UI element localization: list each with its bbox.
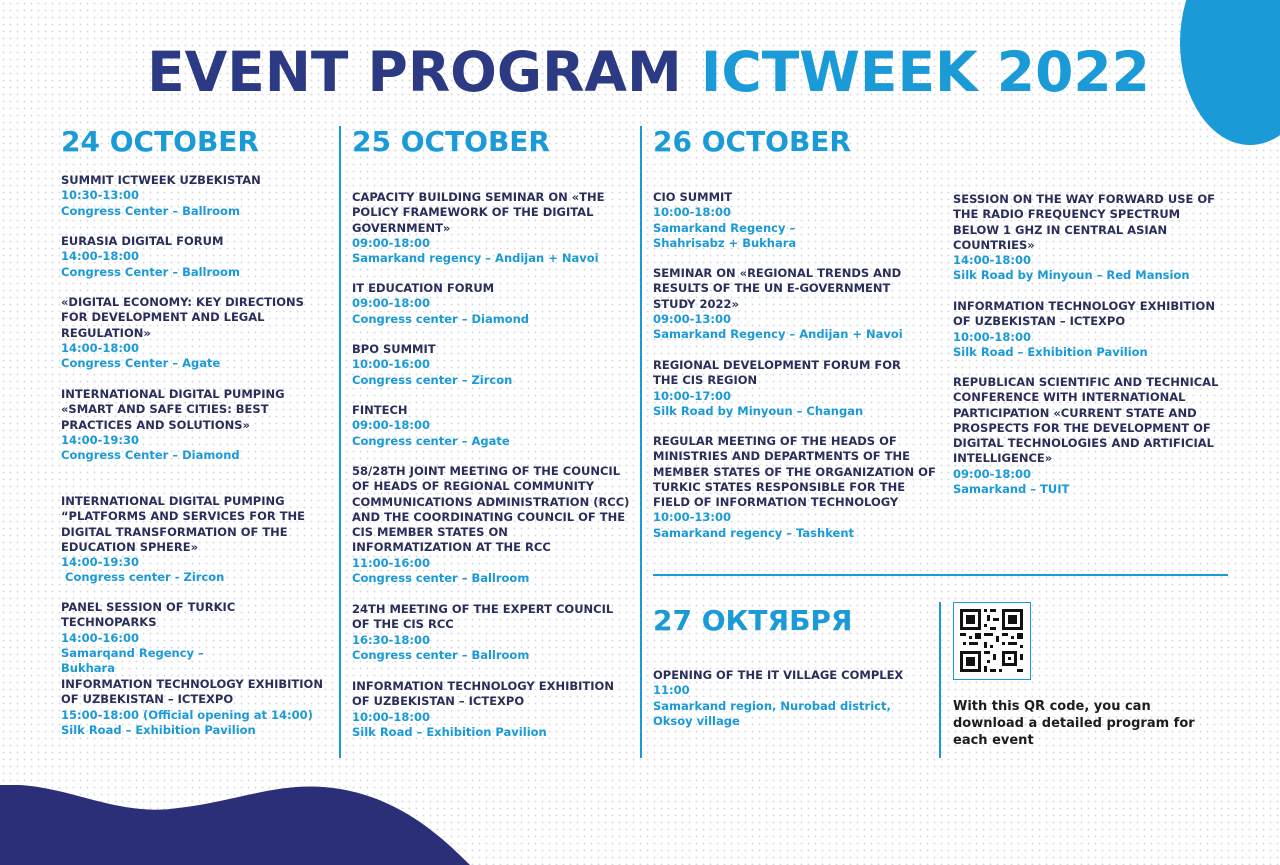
event-title: EURASIA DIGITAL FORUM [61,234,224,248]
event-time: 14:00-19:30 [61,432,139,447]
event-time: 16:30-18:00 [352,632,430,647]
event-title: INTERNATIONAL DIGITAL PUMPING “PLATFORMS AND SERVICES FOR THE DIGITAL TRANSFORMATION OF THE EDUCATION SPHERE» [61,494,306,554]
event-title: REGIONAL DEVELOPMENT FORUM FOR THE CIS REGION [653,358,901,388]
event-item [61,295,319,371]
event-item [61,234,331,280]
event-item [61,677,336,738]
event-place: Congress Center – Ballroom [61,203,240,218]
event-place: Congress center – Agate [352,433,510,448]
event-time: 10:00-18:00 [953,329,1031,344]
event-time: 11:00 [653,683,690,698]
event-place: Congress center – Zircon [352,372,513,387]
event-title: 24TH MEETING OF THE EXPERT COUNCIL OF THE CIS RCC [352,602,614,632]
event-title: SUMMIT ICTWEEK UZBEKISTAN [61,173,261,187]
event-time: 15:00-18:00 (Official opening at 14:00) [61,707,313,722]
event-title: IT EDUCATION FORUM [352,281,495,295]
event-title: REGULAR MEETING OF THE HEADS OF MINISTRIES AND DEPARTMENTS OF THE MEMBER STATES OF THE ORGANIZATION OF TURKIC STATES RESPONSIBLE FOR THE FIELD OF INFORMATION TECHNOLOGY [653,434,936,510]
event-time: 14:00-18:00 [61,340,139,355]
event-item [352,281,622,327]
event-item [653,358,923,419]
event-time: 09:00-18:00 [953,466,1031,481]
event-item [61,494,316,586]
day-column-24-october [61,126,336,746]
event-title: SESSION ON THE WAY FORWARD USE OF THE RADIO FREQUENCY SPECTRUM BELOW 1 GHZ IN CENTRAL ASIAN COUNTRIES» [953,192,1215,252]
event-title: 58/28TH JOINT MEETING OF THE COUNCIL OF HEADS OF REGIONAL COMMUNITY COMMUNICATIONS ADMINISTRATION (RCC) AND THE COORDINATING COUNCIL OF THE CIS MEMBER STATES ON INFORMATIZATION AT THE RCC [352,464,630,555]
event-title: INFORMATION TECHNOLOGY EXHIBITION OF UZBEKISTAN – ICTEXPO [953,299,1215,329]
title-ictweek: ICTWEEK 2022 [700,40,1150,104]
event-title: INTERNATIONAL DIGITAL PUMPING «SMART AND SAFE CITIES: BEST PRACTICES AND SOLUTIONS» [61,387,285,432]
event-place: Samarkand Regency – Shahrisabz + Bukhara [653,220,797,250]
event-title: «DIGITAL ECONOMY: KEY DIRECTIONS FOR DEVELOPMENT AND LEGAL REGULATION» [61,295,304,340]
qr-code[interactable] [953,602,1031,680]
event-item [61,600,261,676]
title-event-program: EVENT PROGRAM [147,40,682,104]
event-title: FINTECH [352,403,408,417]
event-item [653,668,928,729]
day-column-26-october [653,126,938,556]
event-title: SEMINAR ON «REGIONAL TRENDS AND RESULTS OF THE UN E-GOVERNMENT STUDY 2022» [653,266,902,311]
event-time: 14:00-19:30 [61,555,139,570]
event-place: Silk Road by Minyoun – Red Mansion [953,268,1190,283]
event-title: BPO SUMMIT [352,342,436,356]
event-item [352,679,627,740]
day-heading: 24 OCTOBER [61,125,259,158]
event-item [352,342,622,388]
day-column-26-october-continued [953,126,1233,556]
event-time: 10:00-13:00 [653,510,731,525]
event-title: INFORMATION TECHNOLOGY EXHIBITION OF UZBEKISTAN – ICTEXPO [61,677,323,707]
event-item [352,190,622,266]
event-title: REPUBLICAN SCIENTIFIC AND TECHNICAL CONFERENCE WITH INTERNATIONAL PARTICIPATION «CURRENT STATE AND PROSPECTS FOR THE DEVELOPMENT OF DIGITAL TECHNOLOGIES AND ARTIFICIAL INTELLIGENCE» [953,375,1219,466]
day-heading: 27 ОКТЯБРЯ [653,604,853,637]
event-place: Samarkand regency – Tashkent [653,525,855,540]
event-place: Samarkand regency – Andijan + Navoi [352,251,599,266]
event-place: Silk Road by Minyoun – Changan [653,403,864,418]
qr-caption: With this QR code, you can download a detailed program for each event [953,699,1195,748]
event-place: Samarqand Regency – Bukhara [61,645,208,676]
event-place: Congress center - Zircon [61,570,225,585]
event-place: Congress center – Diamond [352,311,530,326]
event-item [953,375,1228,497]
event-item [653,434,938,541]
event-place: Silk Road – Exhibition Pavilion [953,344,1148,359]
event-place: Samarkand region, Nurobad district, Oksoy village [653,698,891,728]
event-time: 09:00-18:00 [352,296,430,311]
event-title: OPENING OF THE IT VILLAGE COMPLEX [653,668,904,682]
column-divider [640,126,642,758]
event-title: INFORMATION TECHNOLOGY EXHIBITION OF UZBEKISTAN – ICTEXPO [352,679,614,709]
event-title: PANEL SESSION OF TURKIC TECHNOPARKS [61,600,236,630]
event-time: 14:00-18:00 [61,249,139,264]
decorative-wave [0,785,470,865]
event-place: Samarkand – TUIT [953,482,1070,497]
column-divider [939,602,941,758]
event-item [352,403,622,449]
event-time: 09:00-18:00 [352,235,430,250]
event-time: 10:00-17:00 [653,388,731,403]
event-item [352,464,630,586]
event-title: CAPACITY BUILDING SEMINAR ON «THE POLICY FRAMEWORK OF THE DIGITAL GOVERNMENT» [352,190,605,235]
event-place: Congress Center – Agate [61,356,221,371]
event-title: CIO SUMMIT [653,190,733,204]
event-place: Silk Road – Exhibition Pavilion [352,724,547,739]
event-time: 11:00-16:00 [352,555,430,570]
event-item [61,173,331,219]
event-time: 10:00-18:00 [653,205,731,220]
column-divider [339,126,341,758]
event-time: 10:00-16:00 [352,357,430,372]
event-time: 09:00-18:00 [352,418,430,433]
page-title [0,40,1280,104]
section-divider [653,574,1228,576]
day-heading: 25 OCTOBER [352,125,550,158]
event-item [352,602,622,663]
event-place: Samarkand Regency – Andijan + Navoi [653,327,903,342]
event-place: Silk Road – Exhibition Pavilion [61,722,256,737]
event-place: Congress Center – Diamond [61,448,240,463]
event-item [653,266,918,342]
event-time: 10:30-13:00 [61,188,139,203]
event-time: 14:00-16:00 [61,630,139,645]
event-time: 10:00-18:00 [352,709,430,724]
event-time: 14:00-18:00 [953,253,1031,268]
day-column-27-october [653,605,933,755]
event-item [61,387,301,463]
event-place: Congress Center – Ballroom [61,264,240,279]
day-column-25-october [352,126,630,746]
event-item [653,190,923,251]
event-time: 09:00-13:00 [653,311,731,326]
event-item [953,192,1218,284]
day-heading: 26 OCTOBER [653,125,851,158]
event-item [953,299,1228,360]
event-place: Congress center – Ballroom [352,571,530,586]
qr-code-icon [954,603,1029,678]
event-place: Congress center – Ballroom [352,647,530,662]
